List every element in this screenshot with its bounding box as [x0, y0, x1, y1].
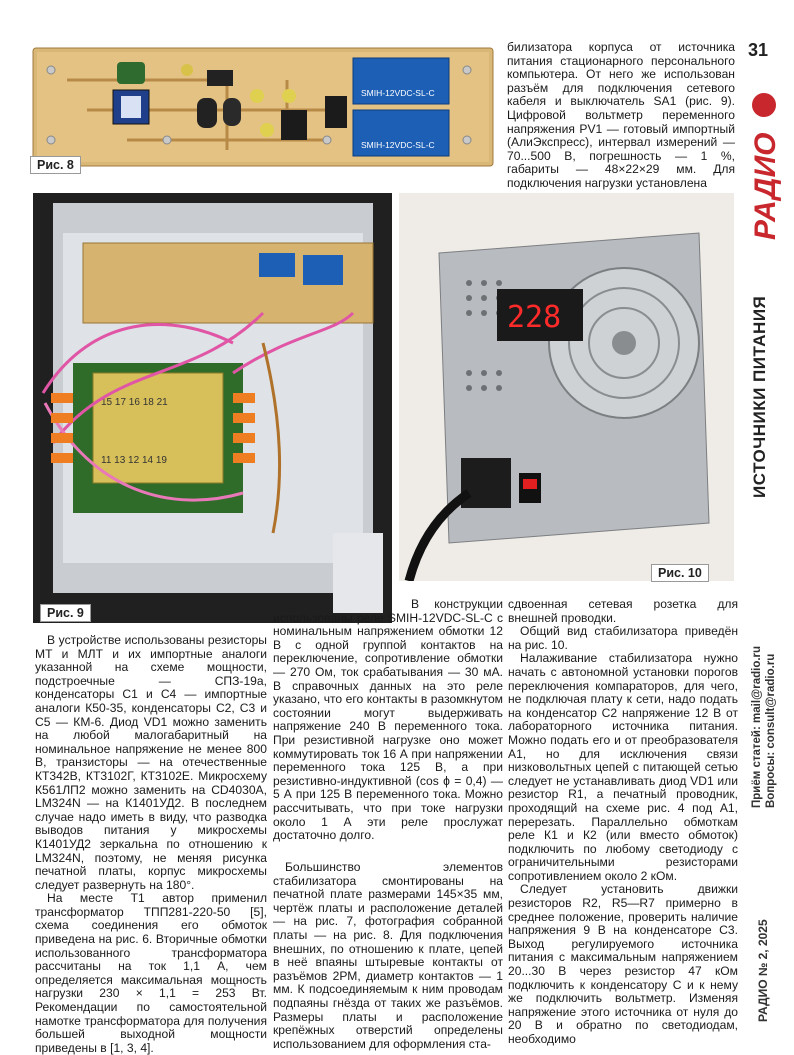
- issue-label: РАДИО № 2, 2025: [756, 919, 770, 1022]
- relay2-label: SMIH-12VDC-SL-C: [361, 140, 435, 150]
- paragraph-relay: В конструкции использованы реле SMIH-12VDC-SL-C с номинальным напряжением обмотки 12 В с одной группой контактов на переключение, сопротивление обмотки — 270 Ом, ток срабатывания — 30 мА. В справочных данных на это реле указано, что его контакты в разомкнутом состоянии могут выдерживать напряжение 240 В переменного тока. При резистивной нагрузке оно может коммутировать ток 16 А при напряжении переменного тока 125 В, а при резистивно-индуктивной (cos ϕ = 0,4) — 5 А при 125 В переменного тока. Можно рассчитывать, что при токе нагрузки около 1 А эти реле прослужат достаточно долго.: [273, 597, 503, 843]
- figure-10-photo: [399, 193, 734, 581]
- paragraph-board: Большинство элементов стабилизатора смонтированы на печатной плате размерами 145×35 мм, чертёж платы и расположение деталей — на рис. 7, фотография собранной платы — на рис. 8. Для подключения внешних, по отношению к плате, цепей в неё впаяны штыревые контакты от разъёмов 2РМ, диаметр контактов — 1 мм. К подсоединяемым к ним проводам подпаяны гнёзда от таких же разъёмов. Размеры платы и расположение крепёжных отверстий определены использованием для оформления ста-: [273, 860, 503, 1051]
- radio-logo-icon: [752, 93, 776, 117]
- text-top-right: [507, 41, 735, 191]
- paragraph-adjust: Следует установить движки резисторов R2, R5—R7 примерно в среднее положение, проверить наличие напряжения 9 В на конденсаторе С3. Выход регулируемого источника питания с максимальным напряжением 20...30 В через резистор 47 кОм подключить к конденсатору С и к нему же подключить вольтметр. Изменяя напряжение этого источника от нуля до 20 В и обратно по светодиодам, необходимо: [508, 882, 738, 1046]
- figure-10-caption: Рис. 10: [651, 564, 709, 582]
- pcb-board-graphic: [27, 40, 499, 172]
- magazine-sidebar: [740, 0, 794, 1036]
- radio-logo-text: РАДИО: [749, 132, 782, 240]
- contacts-articles: Приём статей: mail@radio.ru: [751, 645, 763, 808]
- enclosure-graphic: [33, 193, 392, 623]
- contacts-questions: Вопросы: consult@radio.ru: [765, 653, 777, 808]
- figure-8-photo: [27, 40, 499, 172]
- text-column-1: [35, 634, 267, 1055]
- figure-9-photo: [33, 193, 392, 623]
- paragraph-general-view: Общий вид стабилизатора приведён на рис. 10.: [508, 624, 738, 652]
- figure-9-caption: Рис. 9: [40, 604, 91, 622]
- figure-8-caption: Рис. 8: [30, 156, 81, 174]
- text-column-2-top: [273, 598, 503, 843]
- page-number: 31: [748, 40, 769, 60]
- text-column-2-bottom: [273, 861, 503, 1051]
- voltmeter-display-value: 228: [507, 300, 562, 335]
- text-column-3: [508, 598, 738, 1047]
- paragraph-socket: сдвоенная сетевая розетка для внешней проводки.: [508, 597, 738, 625]
- paragraph-top-right: билизатора корпуса от источника питания стационарного персонального компьютера. От него же использован разъём для подключения сетевого кабеля и выключатель SA1 (рис. 9). Цифровой вольтметр переменного напряжения PV1 — готовый импортный (АлиЭкспресс), интервал измерений — 70...500 В, погрешность — 1 %, габариты — 48×22×29 мм. Для подключения нагрузки установлена: [507, 40, 735, 190]
- paragraph-transformer: На месте Т1 автор применил трансформатор ТПП281-220-50 [5], схема соединения его обмоток приведена на рис. 6. Вторичные обмотки использованного трансформатора рассчитаны на ток 1,1 А, чем определяется максимальная мощность нагрузки 230 × 1,1 = 253 Вт. Рекомендации по самостоятельной намотке трансформатора для получения большей выходной мощности приведены в [1, 3, 4].: [35, 891, 267, 1055]
- relay1-label: SMIH-12VDC-SL-C: [361, 88, 435, 98]
- transformer-pins-top: 15 17 16 18 21: [101, 397, 168, 408]
- section-title: ИСТОЧНИКИ ПИТАНИЯ: [750, 295, 769, 498]
- paragraph-setup: Налаживание стабилизатора нужно начать с автономной установки порогов переключения компараторов, для чего, не подключая плату к сети, надо подать на конденсатор С2 напряжение 12 В от лабораторного источника питания. Можно подать его и от преобразователя А1, но для исключения связи низковольтных цепей с питающей сетью следует не устанавливать диод VD1 или резистор R1, а печатный проводник, проходящий на схеме рис. 4 под А1, перерезать. Параллельно обмоткам реле К1 и К2 (или вместо обмоток) подключить по любому светодиоду с ограничительными резисторами сопротивлением около 2 кОм.: [508, 651, 738, 883]
- paragraph-components: В устройстве использованы резисторы МТ и МЛТ и их импортные аналоги указанной на схеме мощности, подстроечные — СПЗ-19а, конденсаторы С1 и С4 — импортные аналоги К50-35, конденсаторы С2, С3 и С5 — КМ-6. Диод VD1 можно заменить на любой малогабаритный на номинальное напряжение не менее 800 В, транзисторы — на отечественные КТ342В, КТ3102Г, КТ3102Е. Микросхему К561ЛП2 можно заменить на CD4030A, LM324N — на К1401УД2. В последнем случае надо иметь в виду, что разводка выводов питания у микросхемы К1401УД2 зеркальна по отношению к LM324N, поэтому, не меняя рисунка печатной платы, корпус микросхемы следует развернуть на 180°.: [35, 633, 267, 892]
- power-supply-graphic: [399, 193, 734, 581]
- transformer-pins-bottom: 11 13 12 14 19: [101, 455, 167, 466]
